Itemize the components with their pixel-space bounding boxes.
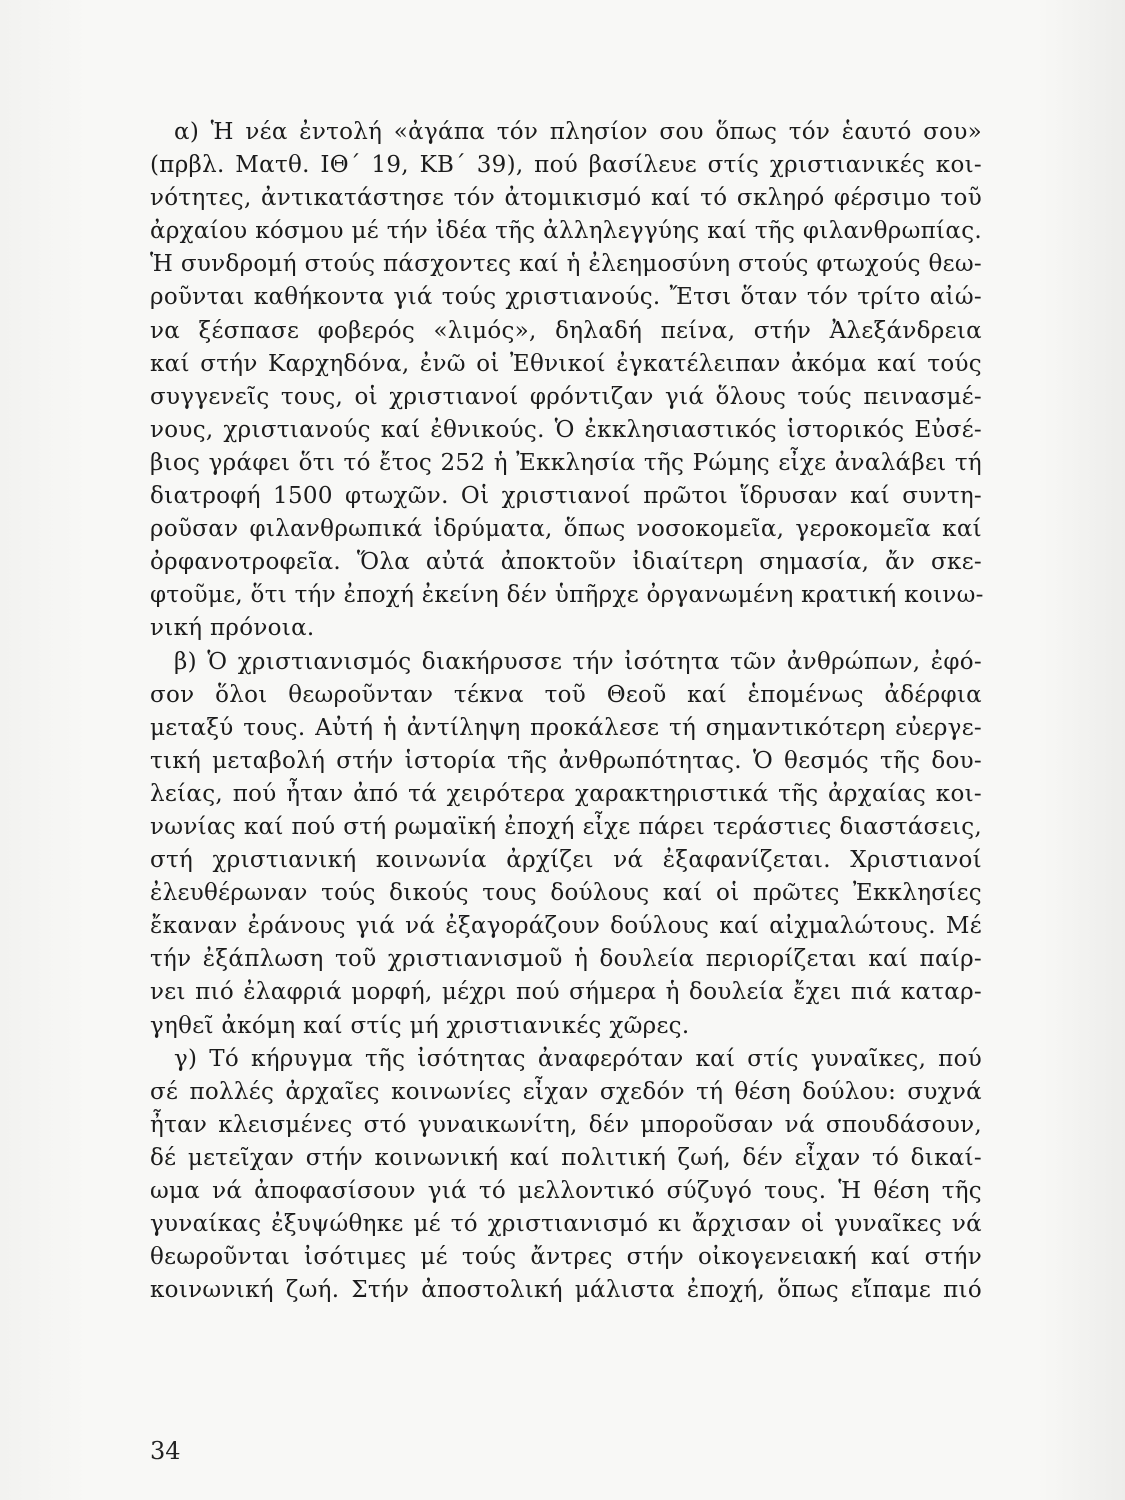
text-line: ἀρχαίου κόσμου μέ τήν ἰδέα τῆς ἀλληλεγγύης καί τῆς φιλανθρωπίας. [150,218,982,245]
text-line: ἐλευθέρωναν τούς δικούς τους δούλους καί οἱ πρῶτες Ἐκκλησίες [150,880,982,907]
text-line: γ) Τό κήρυγμα τῆς ἰσότητας ἀναφερόταν καί στίς γυναῖκες, πού [174,1045,982,1072]
text-line: τική μεταβολή στήν ἱστορία τῆς ἀνθρωπότητας. Ὁ θεσμός τῆς δου- [150,747,982,774]
text-line: λείας, πού ἦταν ἀπό τά χειρότερα χαρακτηριστικά τῆς ἀρχαίας κοι- [150,780,982,807]
text-line: τήν ἐξάπλωση τοῦ χριστιανισμοῦ ἡ δουλεία περιορίζεται καί παίρ- [150,946,982,973]
text-line: φτοῦμε, ὅτι τήν ἐποχή ἐκείνη δέν ὑπῆρχε ὀργανωμένη κρατική κοινω- [150,582,984,609]
text-line: γυναίκας ἐξυψώθηκε μέ τό χριστιανισμό κι ἄρχισαν οἱ γυναῖκες νά [150,1211,982,1238]
text-line: μεταξύ τους. Αὐτή ἡ ἀντίληψη προκάλεσε τή σημαντικότερη εὐεργε- [150,714,982,741]
body-text [150,116,982,1307]
text-line: καί στήν Καρχηδόνα, ἐνῶ οἱ Ἐθνικοί ἐγκατέλειπαν ἀκόμα καί τούς [150,350,982,377]
text-line: βιος γράφει ὅτι τό ἔτος 252 ἡ Ἐκκλησία τῆς Ρώμης εἶχε ἀναλάβει τή [150,449,982,476]
text-line: κοινωνική ζωή. Στήν ἀποστολική μάλιστα ἐποχή, ὅπως εἴπαμε πιό [150,1277,982,1304]
text-line: νει πιό ἐλαφριά μορφή, μέχρι πού σήμερα ἡ δουλεία ἔχει πιά καταρ- [150,979,982,1006]
text-line: διατροφή 1500 φτωχῶν. Οἱ χριστιανοί πρῶτοι ἵδρυσαν καί συντη- [150,483,982,510]
text-line: ροῦνται καθήκοντα γιά τούς χριστιανούς. Ἔτσι ὅταν τόν τρίτο αἰώ- [150,284,982,311]
text-line: ὀρφανοτροφεῖα. Ὅλα αὐτά ἀποκτοῦν ἰδιαίτερη σημασία, ἄν σκε- [150,549,982,576]
text-line: (πρβλ. Ματθ. ΙΘ΄ 19, ΚΒ΄ 39), πού βασίλευε στίς χριστιανικές κοι- [150,152,982,179]
text-line: στή χριστιανική κοινωνία ἀρχίζει νά ἐξαφανίζεται. Χριστιανοί [150,847,982,874]
text-line: να ξέσπασε φοβερός «λιμός», δηλαδή πείνα, στήν Ἀλεξάνδρεια [150,317,982,344]
text-line: νική πρόνοια. [150,615,315,642]
page-number: 34 [150,1437,181,1465]
text-line: νωνίας καί πού στή ρωμαϊκή ἐποχή εἶχε πάρει τεράστιες διαστάσεις, [150,813,982,840]
text-line: Ἡ συνδρομή στούς πάσχοντες καί ἡ ἐλεημοσύνη στούς φτωχούς θεω- [150,251,982,278]
text-line: σέ πολλές ἀρχαῖες κοινωνίες εἶχαν σχεδόν τή θέση δούλου: συχνά [150,1078,982,1105]
text-line: νους, χριστιανούς καί ἐθνικούς. Ὁ ἐκκλησιαστικός ἱστορικός Εὐσέ- [150,416,982,443]
text-line: νότητες, ἀντικατάστησε τόν ἀτομικισμό καί τό σκληρό φέρσιμο τοῦ [150,185,982,212]
text-line: β) Ὁ χριστιανισμός διακήρυσσε τήν ἰσότητα τῶν ἀνθρώπων, ἐφό- [174,648,982,675]
text-line: ωμα νά ἀποφασίσουν γιά τό μελλοντικό σύζυγό τους. Ἡ θέση τῆς [150,1178,982,1204]
text-line: ἦταν κλεισμένες στό γυναικωνίτη, δέν μποροῦσαν νά σπουδάσουν, [150,1111,982,1138]
paragraph-gamma [150,1043,982,1308]
text-line: ροῦσαν φιλανθρωπικά ἱδρύματα, ὅπως νοσοκομεῖα, γεροκομεῖα καί [150,516,982,543]
text-line: συγγενεῖς τους, οἱ χριστιανοί φρόντιζαν γιά ὅλους τούς πεινασμέ- [150,383,982,410]
text-line: σον ὅλοι θεωροῦνταν τέκνα τοῦ Θεοῦ καί ἑπομένως ἀδέρφια [150,681,982,708]
paragraph-alpha [150,116,982,646]
paragraph-beta [150,646,982,1043]
text-line: ἔκαναν ἐράνους γιά νά ἐξαγοράζουν δούλους καί αἰχμαλώτους. Μέ [150,913,982,940]
text-line: α) Ἡ νέα ἐντολή «ἀγάπα τόν πλησίον σου ὅπως τόν ἑαυτό σου» [174,119,982,145]
text-line: γηθεῖ ἀκόμη καί στίς μή χριστιανικές χῶρες. [150,1012,690,1039]
text-line: δέ μετεῖχαν στήν κοινωνική καί πολιτική ζωή, δέν εἶχαν τό δικαί- [150,1144,982,1171]
text-line: θεωροῦνται ἰσότιμες μέ τούς ἄντρες στήν οἰκογενειακή καί στήν [150,1244,982,1271]
